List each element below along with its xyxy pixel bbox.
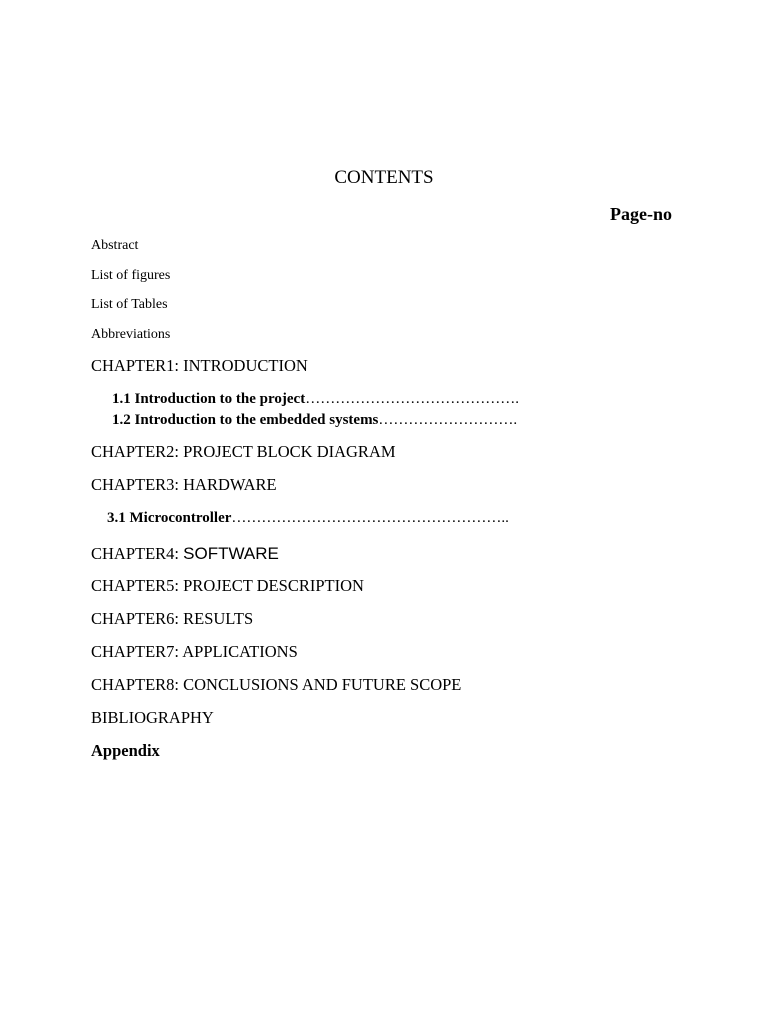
toc-entry-abstract: Abstract [91, 238, 139, 253]
toc-chapter-6: CHAPTER6: RESULTS [91, 609, 254, 628]
section-title: 3.1 Microcontroller [107, 510, 232, 526]
dot-leader: ……………………………………. [305, 391, 519, 407]
toc-entry-list-of-figures: List of figures [91, 268, 171, 283]
contents-title: CONTENTS [334, 167, 434, 188]
toc-chapter-3: CHAPTER3: HARDWARE [91, 475, 277, 494]
toc-chapter-5: CHAPTER5: PROJECT DESCRIPTION [91, 576, 364, 595]
toc-chapter-7: CHAPTER7: APPLICATIONS [91, 642, 298, 661]
section-title: 1.2 Introduction to the embedded systems [112, 412, 379, 428]
chapter-prefix: CHAPTER4: [91, 544, 184, 563]
chapter-name: SOFTWARE [183, 544, 279, 563]
section-title: 1.1 Introduction to the project [112, 391, 306, 407]
toc-appendix: Appendix [91, 741, 160, 760]
dot-leader: ……………………………………………….. [231, 510, 509, 526]
toc-entry-list-of-tables: List of Tables [91, 297, 168, 312]
toc-chapter-8: CHAPTER8: CONCLUSIONS AND FUTURE SCOPE [91, 675, 462, 694]
toc-chapter-2: CHAPTER2: PROJECT BLOCK DIAGRAM [91, 442, 396, 461]
toc-chapter-4 [91, 545, 279, 563]
toc-section-1-2 [112, 413, 517, 428]
toc-entry-abbreviations: Abbreviations [91, 327, 171, 342]
page-no-header: Page-no [610, 204, 672, 224]
toc-section-1-1 [112, 392, 519, 407]
toc-section-3-1 [107, 511, 509, 526]
toc-chapter-1: CHAPTER1: INTRODUCTION [91, 356, 308, 375]
toc-bibliography: BIBLIOGRAPHY [91, 708, 214, 727]
dot-leader: ………………………. [378, 412, 518, 428]
